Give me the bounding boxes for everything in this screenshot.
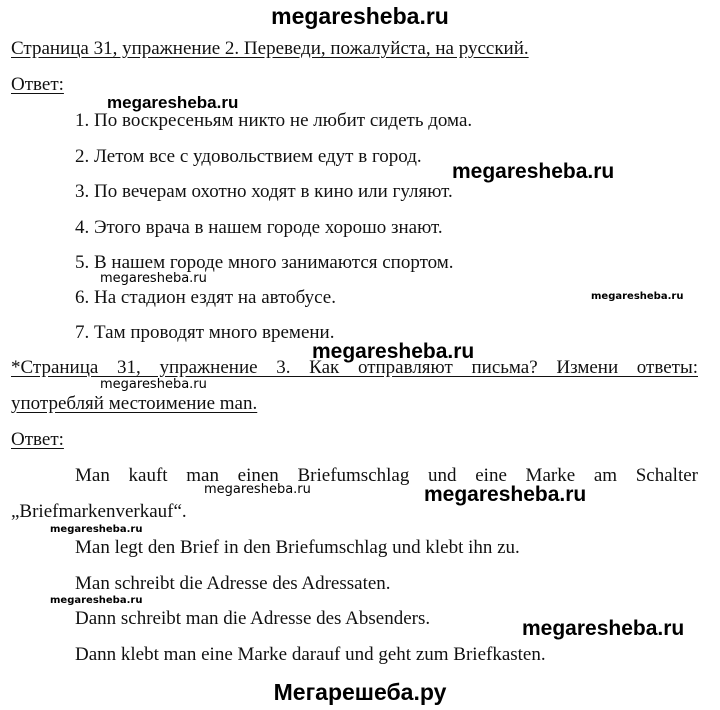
answer-line: Man legt den Brief in den Briefumschlag und klebt ihn zu. bbox=[75, 537, 520, 558]
answer-line: Dann klebt man eine Marke darauf und geht zum Briefkasten. bbox=[75, 644, 546, 665]
watermark: megaresheba.ru bbox=[204, 482, 311, 497]
list-item: 4. Этого врача в нашем городе хорошо знают. bbox=[75, 217, 443, 238]
exercise-3-title-line-2: употребляй местоимение man. bbox=[11, 393, 258, 414]
watermark: megaresheba.ru bbox=[312, 340, 475, 363]
exercise-3-title-line-1: *Страница 31, упражнение 3. Как отправляют письма? Измени ответы: bbox=[11, 357, 698, 378]
list-item: 6. На стадион ездят на автобусе. bbox=[75, 287, 336, 308]
watermark: megaresheba.ru bbox=[107, 93, 239, 112]
watermark: megaresheba.ru bbox=[100, 271, 207, 286]
list-item: 1. По воскресеньям никто не любит сидеть дома. bbox=[75, 110, 473, 131]
watermark: megaresheba.ru bbox=[424, 483, 587, 506]
answer-line: Dann schreibt man die Adresse des Absenders. bbox=[75, 608, 431, 629]
exercise-2-answer-label: Ответ: bbox=[11, 74, 64, 95]
watermark: megaresheba.ru bbox=[50, 595, 143, 606]
list-item: 7. Там проводят много времени. bbox=[75, 322, 335, 343]
watermark: megaresheba.ru bbox=[452, 160, 615, 183]
answer-line: Man schreibt die Adresse des Adressaten. bbox=[75, 573, 391, 594]
exercise-2-title: Страница 31, упражнение 2. Переведи, пожалуйста, на русский. bbox=[11, 38, 529, 59]
answer-line-continued: „Briefmarkenverkauf“. bbox=[11, 501, 187, 522]
header-watermark: megaresheba.ru bbox=[271, 3, 449, 29]
list-item: 3. По вечерам охотно ходят в кино или гуляют. bbox=[75, 181, 453, 202]
watermark: megaresheba.ru bbox=[50, 524, 143, 535]
watermark: megaresheba.ru bbox=[100, 377, 207, 392]
list-item: 5. В нашем городе много занимаются спортом. bbox=[75, 252, 454, 273]
watermark: megaresheba.ru bbox=[591, 291, 684, 302]
footer-brand: Мегарешеба.ру bbox=[273, 679, 447, 705]
answer-line: Man kauft man einen Briefumschlag und eine Marke am Schalter bbox=[75, 465, 698, 486]
watermark: megaresheba.ru bbox=[522, 617, 685, 640]
exercise-3-answer-label: Ответ: bbox=[11, 429, 64, 450]
list-item: 2. Летом все с удовольствием едут в город. bbox=[75, 146, 422, 167]
